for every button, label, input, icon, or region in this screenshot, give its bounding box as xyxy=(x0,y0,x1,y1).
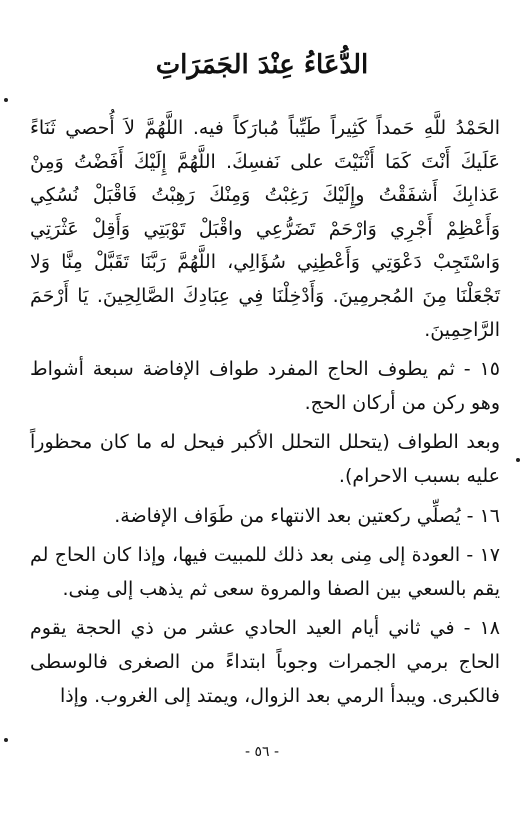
page-title: الدُّعَاءُ عِنْدَ الجَمَرَاتِ xyxy=(155,50,369,80)
paragraph-15-continued: وبعد الطواف (يتحلل التحلل الأكبر فيحل له ما كان محظوراً عليه بسبب الاحرام). xyxy=(30,431,500,487)
paragraph-16: ١٦ - يُصلِّي ركعتين بعد الانتهاء من طَوَاف الإفاضة. xyxy=(114,504,500,527)
page-body xyxy=(30,112,500,713)
page-number: - ٥٦ - xyxy=(244,744,280,760)
paragraph-15: ١٥ - ثم يطوف الحاج المفرد طواف الإفاضة سبعة أشواط وهو ركن من أركان الحج. xyxy=(30,358,500,414)
scan-mark xyxy=(4,738,8,742)
scan-mark xyxy=(4,98,8,102)
paragraph-18: ١٨ - في ثاني أيام العيد الحادي عشر من ذي الحجة يقوم الحاج برمي الجمرات وجوباً ابتداءً من الصغرى فالوسطى فالكبرى. ويبدأ الرمي بعد الزوال، ويمتد إلى الغروب. وإذا xyxy=(30,617,500,707)
paragraph-17: ١٧ - العودة إلى مِنى بعد ذلك للمبيت فيها، وإذا كان الحاج لم يقم بالسعي بين الصفا والمروة سعى ثم يذهب إلى مِنى. xyxy=(30,544,500,600)
dua-paragraph: الحَمْدُ للَّهِ حَمداً كَثِيراً طَيِّباً مُبارَكاً فيه. اللَّهُمَّ لاَ أُحصي ثَنَاءً عَلَيكَ أَنْتَ كَمَا أَثْنَيْتَ على نَفسِكَ. اللَّهُمَّ إِلَيْكَ أَفَضْتُ وَمِنْ عَذابِكَ أَشفَقْتُ وإِلَيْكَ رَغِبْتُ وَمِنْكَ رَهِبْتُ فَاقْبَلْ نُسُكِي وَأَعْظِمْ أَجْرِي وَارْحَمْ تَضَرُّعِي واقْبَلْ تَوْبَتِي وَأَقِلْ عَثْرَتِي وَاسْتَجِبْ دَعْوَتِي وَأَعْطِنِي سُؤَالِي، اللَّهُمَّ رَبَّنَا تَقَبَّلْ مِنَّا وَلا تَجْعَلْنَا مِنَ المُجرمِينَ. وَأَدْخِلْنَا فِي عِبَادِكَ الصَّالِحِينَ. يَا أَرْحَمَ الرَّاحِمِينَ. xyxy=(30,117,500,341)
scan-mark xyxy=(516,458,520,462)
